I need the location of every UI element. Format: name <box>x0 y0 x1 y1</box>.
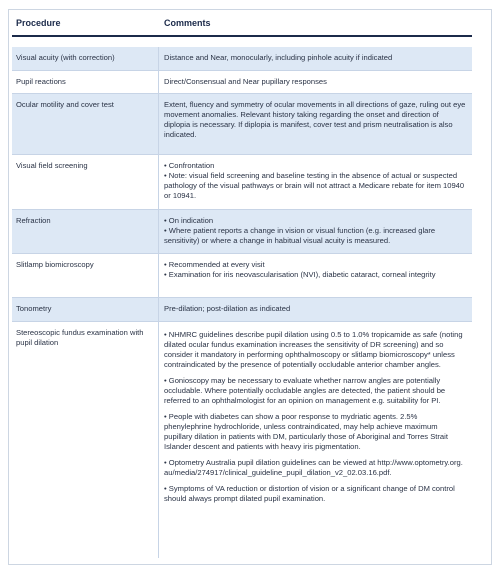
comments-cell <box>164 260 466 284</box>
comment-bullet: • Gonioscopy may be necessary to evaluate whether narrow angles are potentially occludable. Where potentially occludable angles are detected, the patient should be referred to an ophthalmologist for an opinion on management e.g. suitability for PI. <box>164 376 466 406</box>
table-row <box>12 298 472 322</box>
procedure-cell: Pupil reactions <box>16 77 66 86</box>
table-row <box>12 71 472 94</box>
table-row <box>12 210 472 254</box>
procedure-cell: Ocular motility and cover test <box>16 100 114 109</box>
header-rule <box>12 35 472 37</box>
comment-bullet: • Where patient reports a change in vision or visual function (e.g. increased glare sensitivity) or where a change in habitual visual acuity is measured. <box>164 226 466 246</box>
comments-cell <box>164 216 466 250</box>
comments-cell <box>164 77 466 91</box>
table-header <box>12 13 472 37</box>
procedure-cell: Visual field screening <box>16 161 88 170</box>
comment-bullet: • Note: visual field screening and baseline testing in the absence of actual or suspected pathology of the visual pathways or brain will not attract a Medicare rebate for item 10940 or 10941. <box>164 171 466 201</box>
table-row <box>12 322 472 558</box>
comment-bullet: • Recommended at every visit <box>164 260 466 270</box>
comment-bullet: • Optometry Australia pupil dilation guidelines can be viewed at http://www.optometry.org.au/media/274917/clinical_guideline_pupil_dilation_v2_02.03.16.pdf. <box>164 458 466 478</box>
comment-text: Direct/Consensual and Near pupillary responses <box>164 77 327 86</box>
comments-cell <box>164 330 466 508</box>
comments-cell <box>164 161 466 205</box>
table-row <box>12 94 472 155</box>
comment-text: Distance and Near, monocularly, including pinhole acuity if indicated <box>164 53 393 62</box>
comment-bullet: • NHMRC guidelines describe pupil dilation using 0.5 to 1.0% tropicamide as safe (noting dilated ocular fundus examination increases the sensitivity of DR screening) and so consider it mandatory in performing ophthalmoscopy or slitlamp biomicroscopy* unless contraindicated by the presence of potentially occludable anterior chamber angles. <box>164 330 466 370</box>
procedure-cell: Stereoscopic fundus examination with pupil dilation <box>16 328 144 347</box>
comment-bullet: • Examination for iris neovascularisation (NVI), diabetic cataract, corneal integrity <box>164 270 466 280</box>
table-row <box>12 254 472 298</box>
comment-bullet: • Confrontation <box>164 161 466 171</box>
table-row <box>12 47 472 71</box>
comments-cell <box>164 53 466 67</box>
comments-cell <box>164 304 466 318</box>
procedure-cell: Refraction <box>16 216 51 225</box>
comment-text: Extent, fluency and symmetry of ocular movements in all directions of gaze, ruling out eye movement anomalies. Relevant history taking regarding the onset and direction of diplopia is necessary. If diplopia is manifest, cover test and prism neutralisation is also indicated. <box>164 100 466 139</box>
comment-text: Pre-dilation; post-dilation as indicated <box>164 304 291 313</box>
header-procedure: Procedure <box>16 18 61 28</box>
comments-cell <box>164 100 466 144</box>
header-comments: Comments <box>164 18 211 28</box>
procedure-cell: Tonometry <box>16 304 52 313</box>
procedure-cell: Slitlamp biomicroscopy <box>16 260 94 269</box>
comment-bullet: • On indication <box>164 216 466 226</box>
comment-bullet: • Symptoms of VA reduction or distortion of vision or a significant change of DM control should always prompt dilated pupil examination. <box>164 484 466 504</box>
table-row <box>12 155 472 210</box>
comment-bullet: • People with diabetes can show a poor response to mydriatic agents. 2.5% phenylephrine hydrochloride, unless contraindicated, may help achieve maximum pupillary dilation in patients with DM, particularly those of Aboriginal and Torres Strait Islander descent and patients with heavy iris pigmentation. <box>164 412 466 452</box>
procedure-cell: Visual acuity (with correction) <box>16 53 115 62</box>
